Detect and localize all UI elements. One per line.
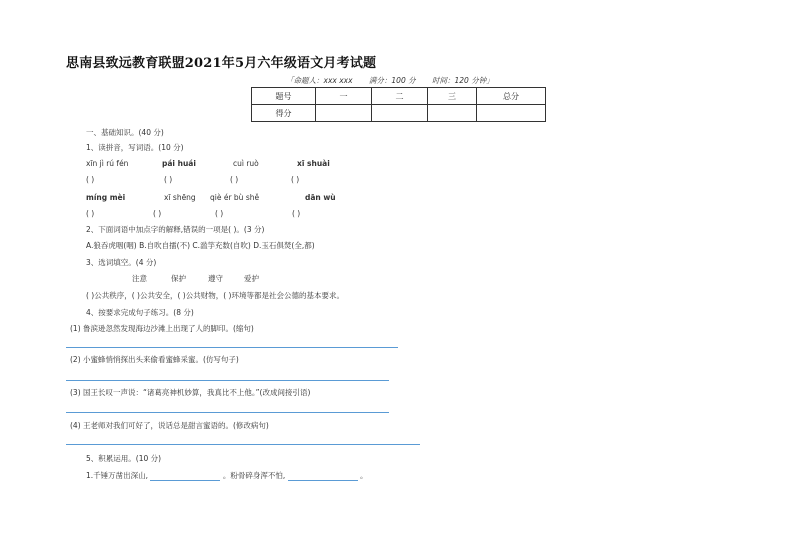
answer-line[interactable] — [66, 380, 389, 381]
q2-label: 2、下面词语中加点字的解释,错误的一项是( )。(3 分) — [86, 225, 265, 234]
q3-word: 注意 — [132, 274, 147, 283]
answer-line[interactable] — [66, 444, 420, 445]
time-text: 时间：120 分钟」 — [432, 76, 494, 85]
q1-pinyin: míng mèi — [86, 193, 126, 202]
score-row-label: 得分 — [252, 105, 316, 122]
answer-paren[interactable]: ( ) — [86, 175, 95, 184]
answer-paren[interactable]: ( ) — [230, 175, 239, 184]
answer-paren[interactable]: ( ) — [153, 209, 162, 218]
score-table — [251, 87, 546, 122]
q1-pinyin: dān wù — [305, 193, 336, 202]
q5-line — [86, 470, 368, 481]
fill-blank[interactable] — [288, 472, 358, 481]
section1-heading: 一、基础知识。(40 分) — [86, 128, 164, 137]
score-header-cell: 一 — [316, 88, 372, 105]
score-cell[interactable] — [316, 105, 372, 122]
score-header-cell: 二 — [372, 88, 428, 105]
q1-pinyin: pái huái — [162, 159, 196, 168]
score-cell[interactable] — [477, 105, 546, 122]
q4-label: 4、按要求完成句子练习。(8 分) — [86, 308, 194, 317]
score-cell[interactable] — [372, 105, 428, 122]
score-table-value-row — [252, 105, 546, 122]
full-score-text: 满分：100 分 — [368, 76, 416, 85]
q3-sentence: ( )公共秩序，( )公共安全，( )公共财物，( )环境等都是社会公德的基本要求。 — [86, 291, 344, 300]
score-header-cell: 总分 — [477, 88, 546, 105]
q3-word: 爱护 — [244, 274, 259, 283]
fill-blank[interactable] — [150, 472, 220, 481]
score-header-cell: 题号 — [252, 88, 316, 105]
q4-item: (4) 王老师对我们可好了，说话总是甜言蜜语的。(修改病句) — [70, 421, 269, 430]
q2-options: A.狼吞虎咽(咽) B.自吹自擂(不) C.滥竽充数(自吹) D.玉石俱焚(全,都) — [86, 241, 315, 250]
page-title: 思南县致远教育联盟2021年5月六年级语文月考试题 — [66, 56, 377, 71]
score-cell[interactable] — [428, 105, 477, 122]
answer-paren[interactable]: ( ) — [164, 175, 173, 184]
q3-word: 保护 — [171, 274, 186, 283]
q3-label: 3、选词填空。(4 分) — [86, 258, 157, 267]
score-header-cell: 三 — [428, 88, 477, 105]
exam-meta — [286, 75, 508, 86]
q1-pinyin: xīn jì rú fén — [86, 159, 129, 168]
q5-verse-c: 。 — [360, 471, 368, 480]
setter-text: 「命题人：xxx xxx — [286, 76, 353, 85]
answer-line[interactable] — [66, 412, 389, 413]
q4-item: (1) 鲁滨逊忽然发现海边沙滩上出现了人的脚印。(缩句) — [70, 324, 254, 333]
q4-item: (2) 小蜜蜂悄悄探出头来偷看蜜蜂采蜜。(仿写句子) — [70, 355, 239, 364]
score-table-header-row — [252, 88, 546, 105]
answer-paren[interactable]: ( ) — [291, 175, 300, 184]
answer-line[interactable] — [66, 347, 398, 348]
answer-paren[interactable]: ( ) — [215, 209, 224, 218]
q3-word: 遵守 — [208, 274, 223, 283]
q5-label: 5、积累运用。(10 分) — [86, 454, 162, 463]
answer-paren[interactable]: ( ) — [86, 209, 95, 218]
answer-paren[interactable]: ( ) — [292, 209, 301, 218]
q4-item: (3) 国王长叹一声说：“诸葛亮神机妙算，我真比不上他。”(改成间接引语) — [70, 388, 311, 397]
q5-verse-a: 1.千锤万凿出深山, — [86, 471, 149, 480]
q1-pinyin: xī shēng — [164, 193, 196, 202]
q5-verse-b: 。粉骨碎身浑不怕, — [222, 471, 286, 480]
q1-label: 1、读拼音，写词语。(10 分) — [86, 143, 184, 152]
q1-pinyin: xī shuài — [297, 159, 330, 168]
q1-pinyin: qiè ér bù shě — [210, 193, 260, 202]
q1-pinyin: cuì ruò — [233, 159, 259, 168]
